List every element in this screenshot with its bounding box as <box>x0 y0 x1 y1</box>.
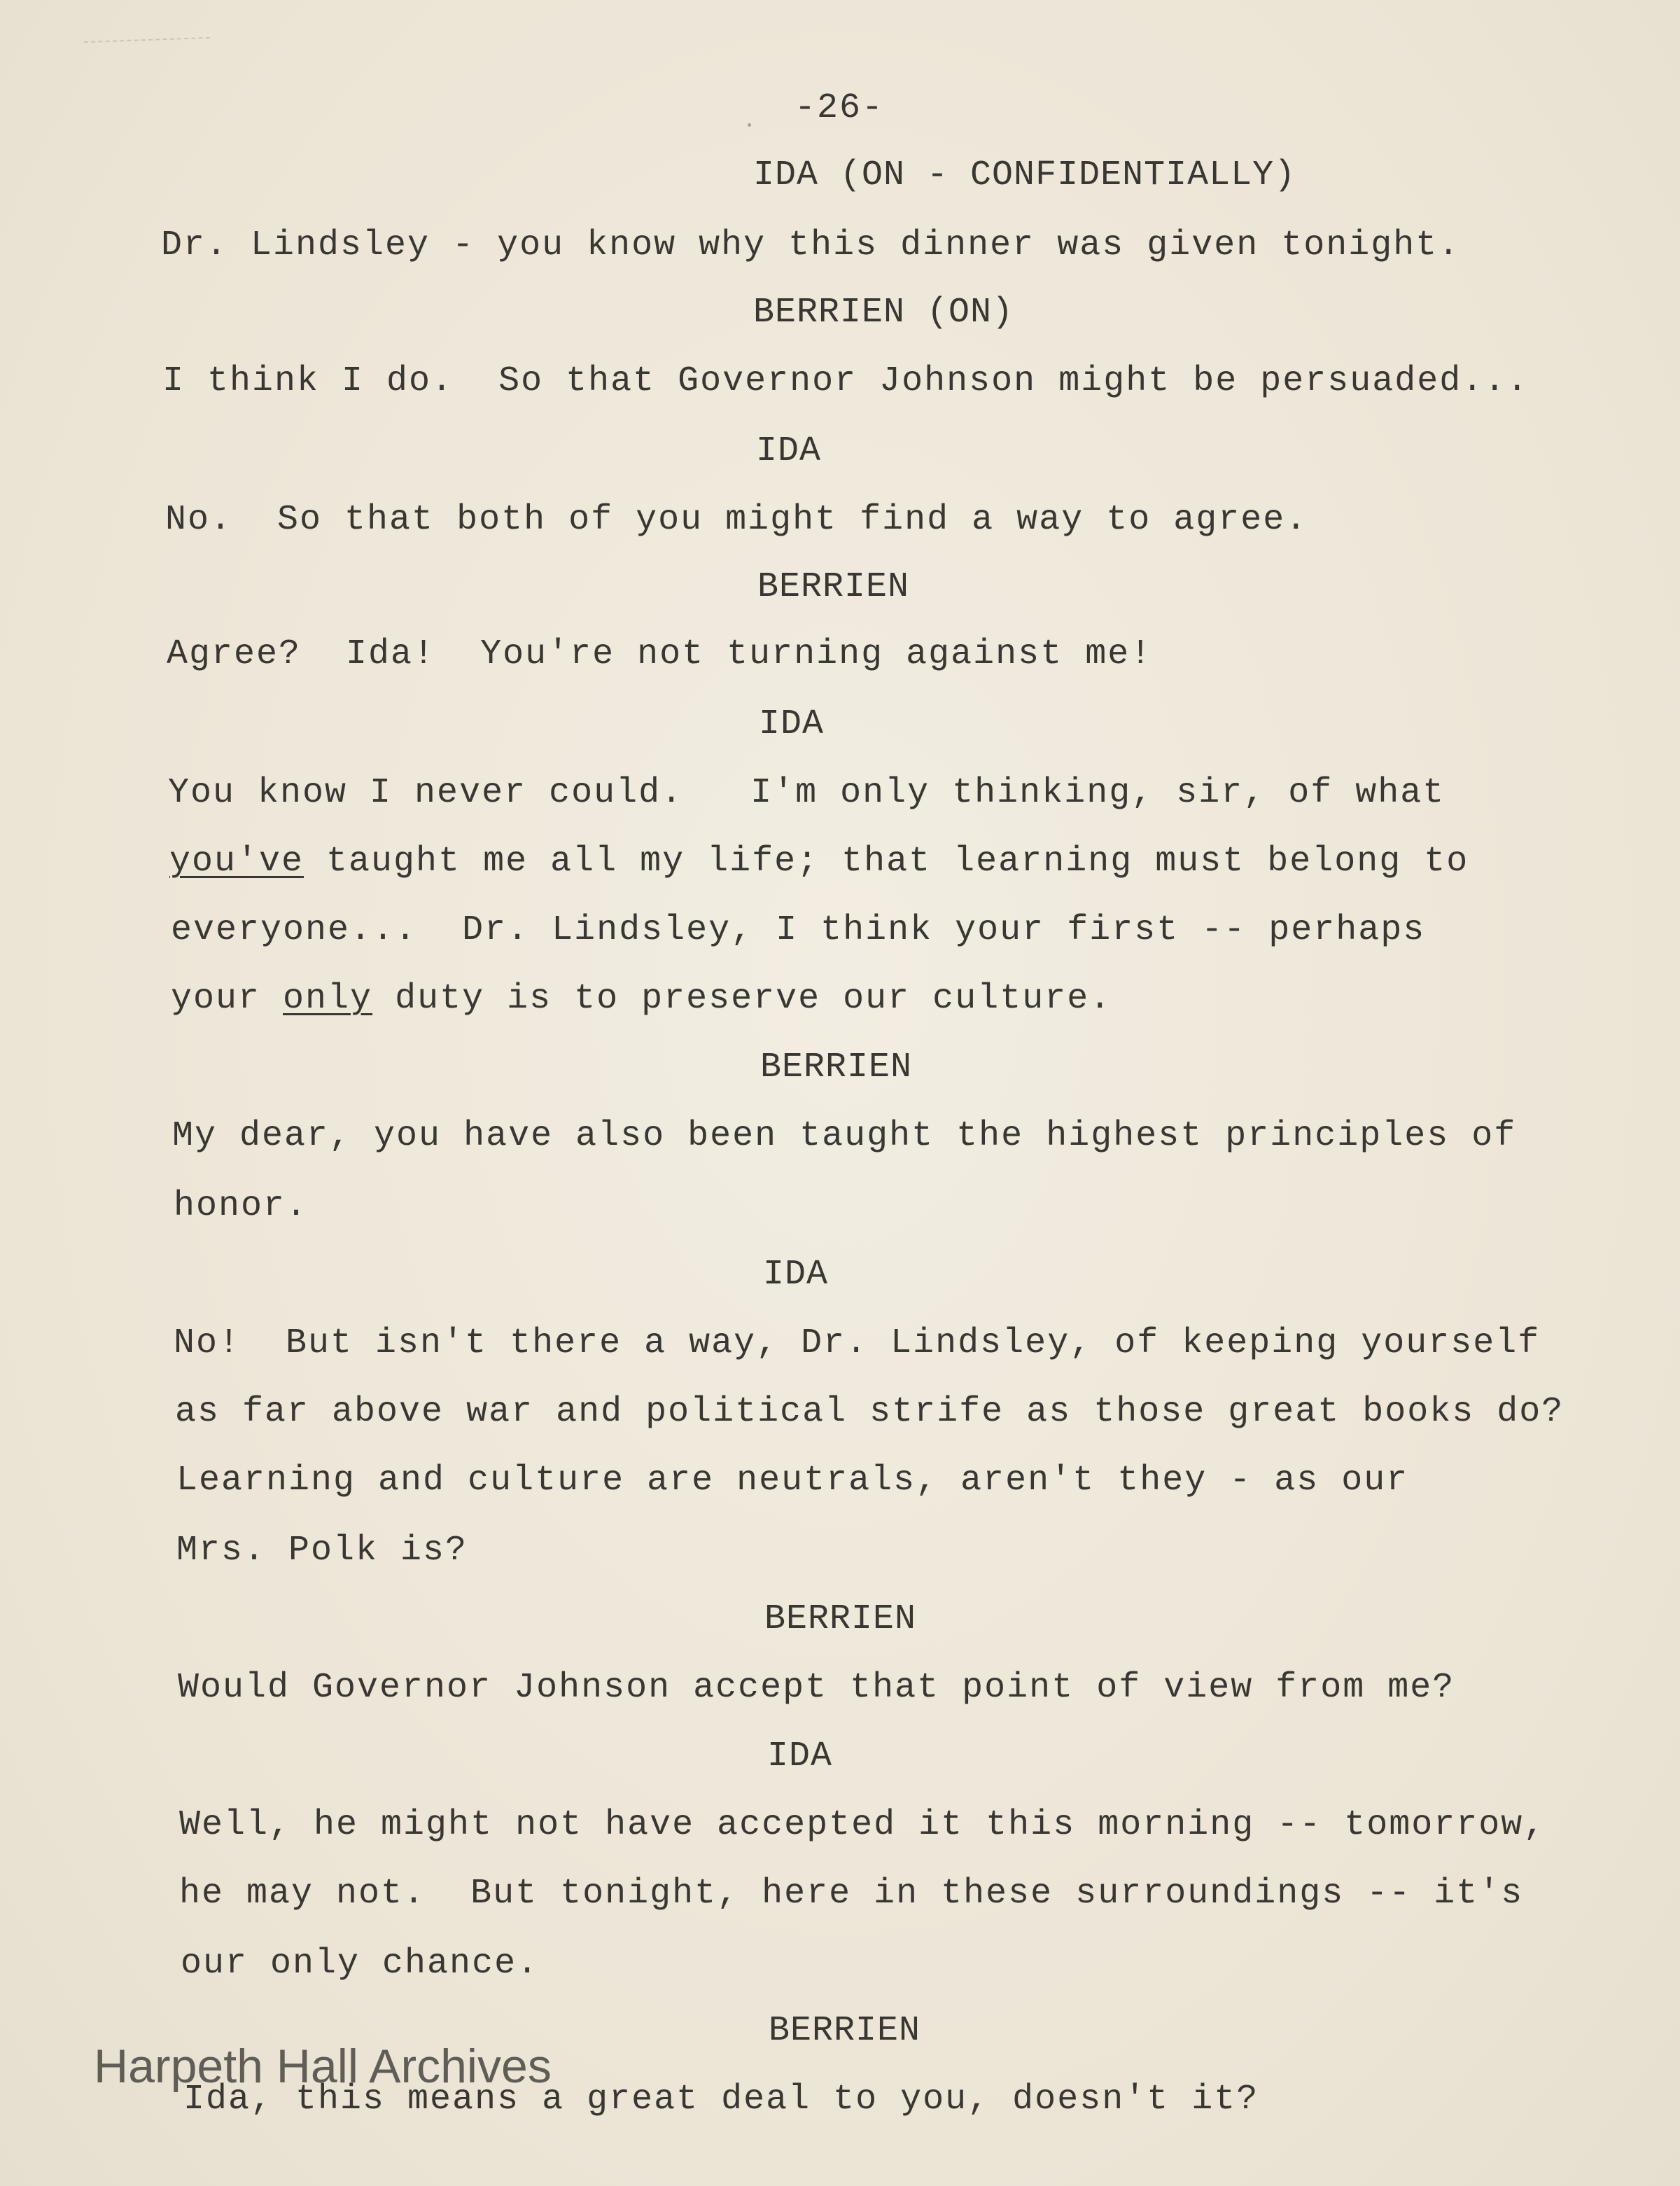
dialogue-text: taught me all my life; that learning must belong to <box>304 842 1469 882</box>
speaker-ida: IDA <box>759 704 825 744</box>
dialogue-line: Agree? Ida! You're not turning against me! <box>167 634 1153 674</box>
speaker-berrien-on: BERRIEN (ON) <box>753 293 1014 333</box>
dialogue-line: No. So that both of you might find a way to agree. <box>165 500 1308 540</box>
speaker-ida: IDA <box>767 1736 833 1776</box>
speaker-berrien: BERRIEN <box>757 567 910 607</box>
speaker-berrien: BERRIEN <box>769 2011 921 2051</box>
speaker-berrien: BERRIEN <box>764 1599 917 1639</box>
dialogue-line: he may not. But tonight, here in these surroundings -- it's <box>179 1874 1524 1914</box>
dialogue-line: our only chance. <box>181 1944 540 1984</box>
speaker-berrien: BERRIEN <box>760 1047 913 1087</box>
ink-dot <box>748 123 751 127</box>
speaker-ida-confidentially: IDA (ON - CONFIDENTIALLY) <box>753 155 1296 195</box>
dialogue-line: everyone... Dr. Lindsley, I think your first -- perhaps <box>171 910 1426 950</box>
underlined-word: only <box>283 979 373 1019</box>
corner-pencil-mark <box>84 37 210 46</box>
dialogue-line <box>171 979 1112 1019</box>
dialogue-line: as far above war and political strife as those great books do? <box>175 1392 1564 1432</box>
speaker-ida: IDA <box>756 431 822 471</box>
dialogue-text: your <box>171 979 284 1019</box>
dialogue-line: Well, he might not have accepted it this morning -- tomorrow, <box>179 1805 1546 1845</box>
dialogue-line: Would Governor Johnson accept that point of view from me? <box>178 1668 1455 1708</box>
dialogue-line <box>169 842 1469 882</box>
dialogue-line: honor. <box>174 1186 309 1226</box>
dialogue-text: duty is to preserve our culture. <box>372 979 1112 1019</box>
dialogue-line: My dear, you have also been taught the highest principles of <box>172 1116 1517 1156</box>
archive-watermark: Harpeth Hall Archives <box>94 2040 552 2093</box>
underlined-word: you've <box>169 842 304 882</box>
dialogue-line: You know I never could. I'm only thinking, sir, of what <box>168 773 1446 813</box>
dialogue-line: Ida, this means a great deal to you, doesn't it? <box>183 2080 1259 2119</box>
dialogue-line: Mrs. Polk is? <box>176 1531 468 1571</box>
speaker-ida: IDA <box>763 1255 829 1295</box>
dialogue-line: Learning and culture are neutrals, aren't they - as our <box>176 1461 1409 1501</box>
dialogue-line: Dr. Lindsley - you know why this dinner was given tonight. <box>161 225 1461 265</box>
page-number: -26- <box>794 88 885 128</box>
dialogue-line: No! But isn't there a way, Dr. Lindsley, of keeping yourself <box>174 1323 1541 1363</box>
dialogue-line: I think I do. So that Governor Johnson might be persuaded... <box>162 361 1530 401</box>
